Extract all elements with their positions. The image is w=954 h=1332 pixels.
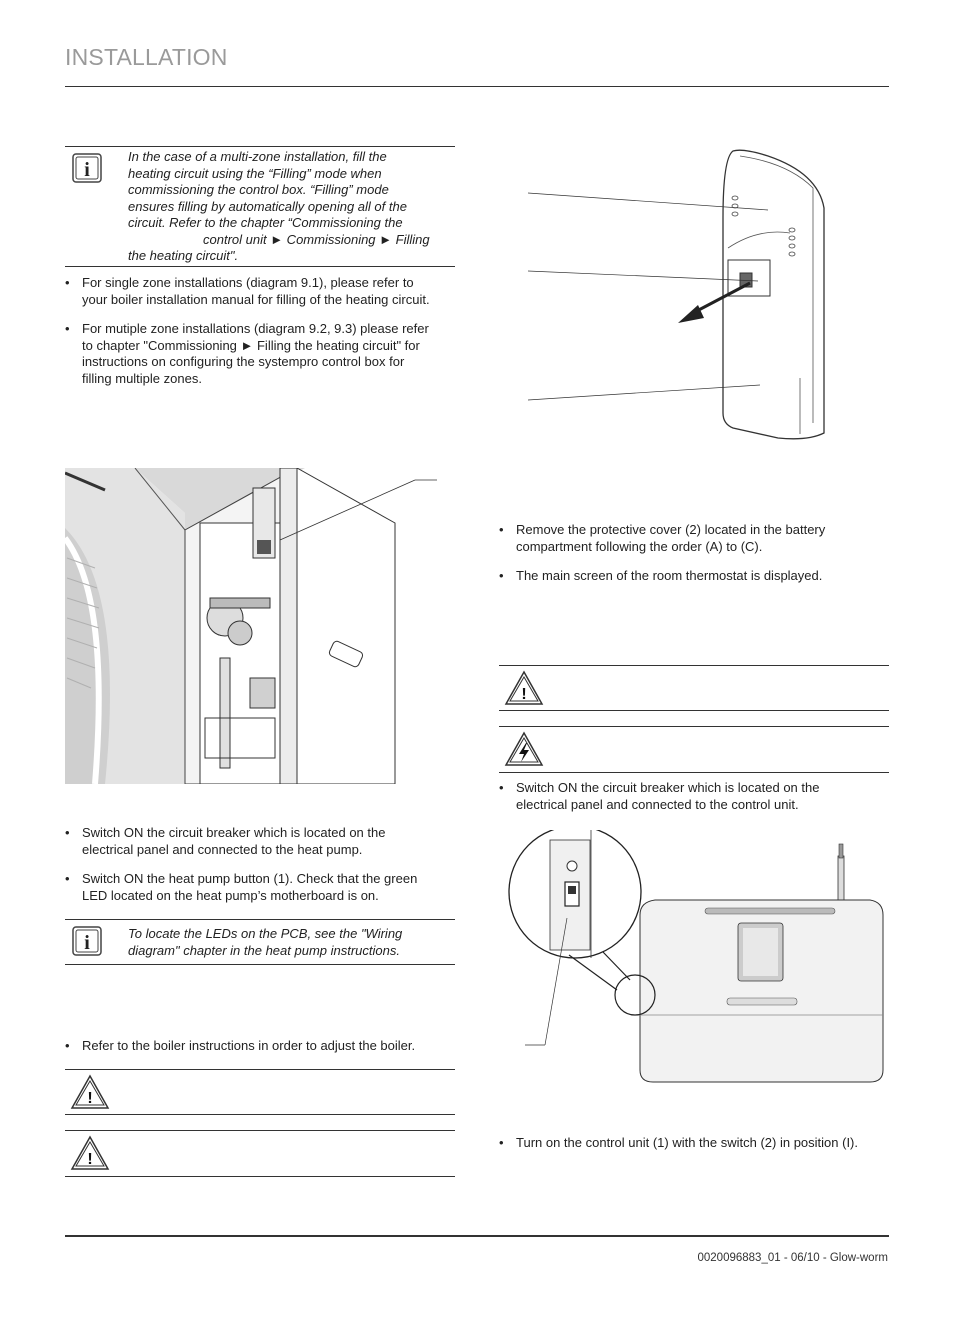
note-bottom-rule xyxy=(65,964,455,965)
info-icon xyxy=(72,153,102,183)
warning-top-rule xyxy=(499,665,889,666)
list-item: • Remove the protective cover (2) located in the battery compartment following the order (A) to (C). xyxy=(499,522,826,554)
svg-text:i: i xyxy=(84,159,90,181)
svg-text:i: i xyxy=(84,932,90,954)
list-item: • For mutiple zone installations (diagram 9.2, 9.3) please refer to chapter "Commissioning ► Filling the heating circuit" for instructions on configuring the systempro control box for filling multiple zones. xyxy=(65,321,429,386)
note-top-rule xyxy=(65,919,455,920)
warning-bottom-rule xyxy=(65,1114,455,1115)
list-item: • Switch ON the heat pump button (1). Check that the green LED located on the heat pump’s motherboard is on. xyxy=(65,871,418,903)
svg-text:!: ! xyxy=(87,1151,93,1168)
thermostat-illustration xyxy=(528,148,838,444)
warning-top-rule xyxy=(65,1130,455,1131)
page-title: INSTALLATION xyxy=(65,44,228,70)
list-item: • Switch ON the circuit breaker which is located on the electrical panel and connected to the control unit. xyxy=(499,780,820,812)
info-icon xyxy=(72,926,102,956)
list-item: • The main screen of the room thermostat is displayed. xyxy=(499,568,823,583)
list-item: • Refer to the boiler instructions in order to adjust the boiler. xyxy=(65,1038,416,1053)
warning-bottom-rule xyxy=(499,710,889,711)
svg-text:!: ! xyxy=(521,686,527,703)
warning-icon xyxy=(504,670,544,706)
warning-icon xyxy=(70,1135,110,1171)
header-rule xyxy=(65,86,889,87)
list-item: • For single zone installations (diagram 9.1), please refer to your boiler installation manual for filling of the heating circuit. xyxy=(65,275,430,307)
control-unit-illustration xyxy=(505,830,888,1086)
warning-bottom-rule xyxy=(499,772,889,773)
note-top-rule xyxy=(65,146,455,147)
warning-bottom-rule xyxy=(65,1176,455,1177)
list-item: • Switch ON the circuit breaker which is located on the electrical panel and connected to the heat pump. xyxy=(65,825,386,857)
warning-icon xyxy=(70,1074,110,1110)
multi-zone-note: In the case of a multi-zone installation, fill the heating circuit using the “Filling” mode when commissioning the control box. “Filling” mode ensures filling by automatically opening all of the circuit. Refer to the chapter “Commissioning the control unit ► Commissioning ► Filling the heating circuit". xyxy=(128,149,430,263)
note-bottom-rule xyxy=(65,266,455,267)
led-note: To locate the LEDs on the PCB, see the "Wiring diagram" chapter in the heat pump instructions. xyxy=(128,926,403,958)
warning-top-rule xyxy=(499,726,889,727)
heat-pump-illustration xyxy=(65,468,440,784)
warning-top-rule xyxy=(65,1069,455,1070)
footer-rule xyxy=(65,1235,889,1237)
electric-warning-icon xyxy=(504,731,544,767)
svg-text:!: ! xyxy=(87,1090,93,1107)
list-item: • Turn on the control unit (1) with the switch (2) in position (I). xyxy=(499,1135,858,1150)
footer-reference: 0020096883_01 - 06/10 - Glow-worm xyxy=(697,1252,888,1264)
